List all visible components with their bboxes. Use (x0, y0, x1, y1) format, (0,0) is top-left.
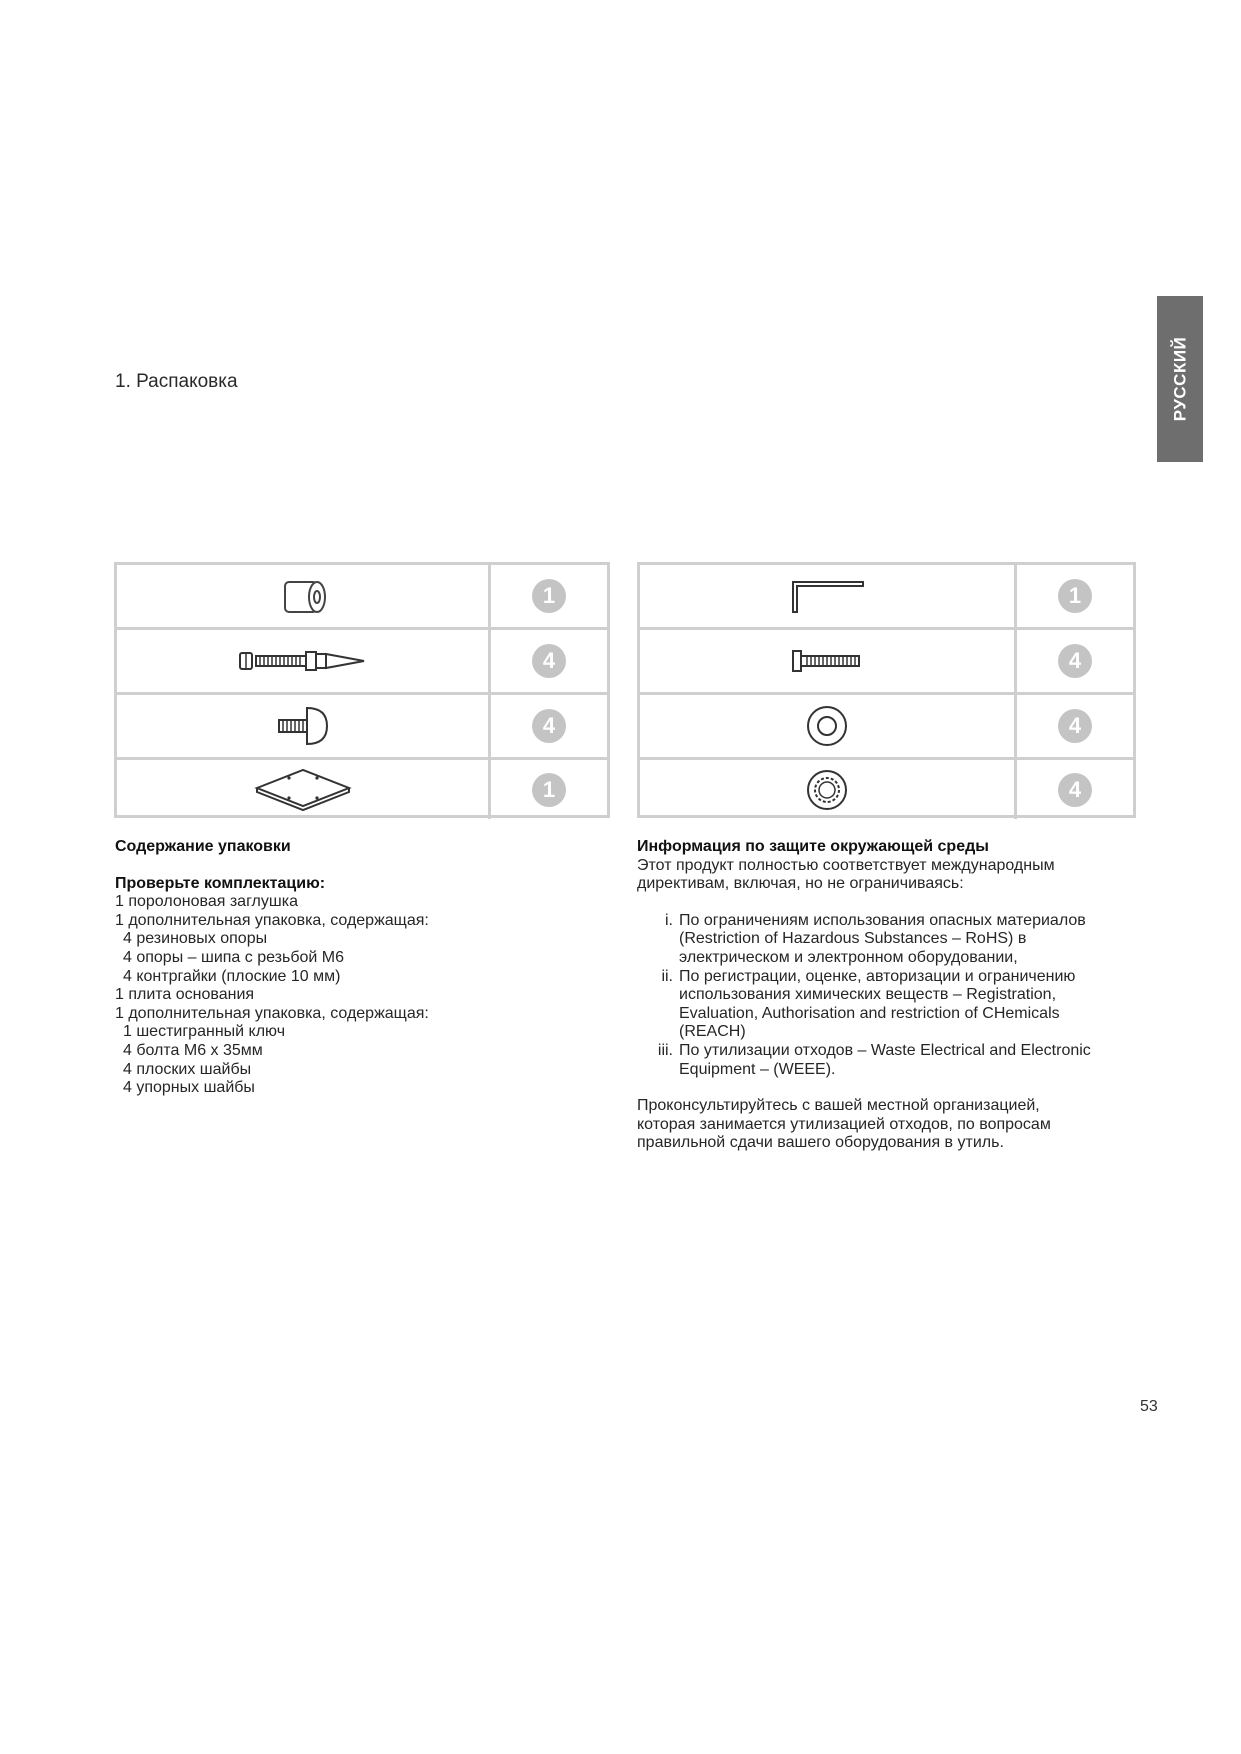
list-number: i. (665, 911, 673, 929)
list-item: 1 дополнительная упаковка, содержащая: (115, 1004, 429, 1022)
intro-line: Этот продукт полностью соответствует международным (637, 856, 1055, 874)
list-item: 4 болта M6 x 35мм (123, 1041, 263, 1059)
list-text: (REACH) (679, 1023, 746, 1041)
language-tab (1157, 296, 1203, 462)
closing-line: правильной сдачи вашего оборудования в утиль. (637, 1134, 1004, 1152)
quantity-cell (491, 760, 607, 819)
quantity-badge: 4 (532, 709, 566, 743)
quantity-badge: 1 (532, 579, 566, 613)
part-image-cell (640, 695, 1017, 757)
closing-line: которая занимается утилизацией отходов, по вопросам (637, 1115, 1051, 1133)
table-row (117, 760, 607, 819)
rubber-foot-icon (273, 704, 333, 748)
quantity-badge: 4 (1058, 773, 1092, 807)
list-item: 1 шестигранный ключ (123, 1023, 286, 1041)
directive-item-rohs (637, 912, 1157, 931)
list-text: электрическом и электронном оборудовании, (679, 948, 1018, 966)
part-image-cell (117, 695, 491, 757)
list-item: 1 дополнительная упаковка, содержащая: (115, 911, 429, 929)
lock-washer-icon (805, 768, 849, 812)
quantity-badge: 4 (1058, 709, 1092, 743)
directive-item-reach (637, 968, 1157, 987)
part-image-cell (117, 760, 491, 819)
list-number: iii. (657, 1041, 673, 1059)
quantity-badge: 1 (1058, 579, 1092, 613)
package-contents (115, 838, 585, 1098)
table-row (640, 630, 1133, 695)
quantity-cell (1017, 630, 1133, 692)
quantity-cell (491, 565, 607, 627)
quantity-badge: 4 (1058, 644, 1092, 678)
list-text: По регистрации, оценке, авторизации и ограничению (679, 967, 1076, 985)
list-item: 4 опоры – шипа с резьбой M6 (123, 948, 345, 966)
flat-washer-icon (805, 704, 849, 748)
quantity-badge: 1 (532, 773, 566, 807)
table-row (640, 695, 1133, 760)
contents-heading: Содержание упаковки (115, 838, 291, 855)
section-title: 1. Распаковка (115, 371, 238, 392)
base-plate-icon (253, 766, 353, 814)
list-item: 4 упорных шайбы (123, 1079, 255, 1097)
list-item: 1 плита основания (115, 986, 255, 1004)
quantity-cell (1017, 760, 1133, 819)
quantity-badge: 4 (532, 644, 566, 678)
parts-table-left (114, 562, 610, 818)
table-row (640, 760, 1133, 819)
environment-info (637, 838, 1157, 1153)
parts-table-right (637, 562, 1136, 818)
part-image-cell (117, 630, 491, 692)
foam-plug-icon (273, 574, 333, 618)
list-text: Evaluation, Authorisation and restriction of CHemicals (679, 1004, 1060, 1022)
list-number: ii. (661, 967, 673, 985)
list-item: 1 поролоновая заглушка (115, 893, 298, 911)
quantity-cell (1017, 695, 1133, 757)
quantity-cell (1017, 565, 1133, 627)
table-row (117, 565, 607, 630)
spike-with-nut-icon (238, 646, 368, 676)
part-image-cell (640, 565, 1017, 627)
list-text: использования химических веществ – Registration, (679, 986, 1057, 1004)
part-image-cell (117, 565, 491, 627)
list-item: 4 резиновых опоры (123, 930, 268, 948)
part-image-cell (640, 760, 1017, 819)
quantity-cell (491, 695, 607, 757)
list-text: По ограничениям использования опасных материалов (679, 911, 1086, 929)
quantity-cell (491, 630, 607, 692)
closing-line: Проконсультируйтесь с вашей местной организацией, (637, 1097, 1040, 1115)
page-number: 53 (1140, 1398, 1158, 1415)
intro-line: директивам, включая, но не ограничиваясь: (637, 875, 964, 893)
table-row (117, 695, 607, 760)
language-tab-label: РУССКИЙ (1170, 336, 1189, 422)
list-text: Equipment – (WEEE). (679, 1060, 836, 1078)
part-image-cell (640, 630, 1017, 692)
directive-item-weee (637, 1042, 1157, 1061)
table-row (640, 565, 1133, 630)
environment-heading: Информация по защите окружающей среды (637, 838, 989, 855)
list-text: (Restriction of Hazardous Substances – RoHS) в (679, 930, 1027, 948)
table-row (117, 630, 607, 695)
list-text: По утилизации отходов – Waste Electrical and Electronic (679, 1041, 1091, 1059)
bolt-icon (791, 646, 863, 676)
list-item: 4 контргайки (плоские 10 мм) (123, 967, 341, 985)
hex-key-icon (787, 576, 867, 616)
check-heading: Проверьте комплектацию: (115, 874, 326, 892)
list-item: 4 плоских шайбы (123, 1060, 252, 1078)
